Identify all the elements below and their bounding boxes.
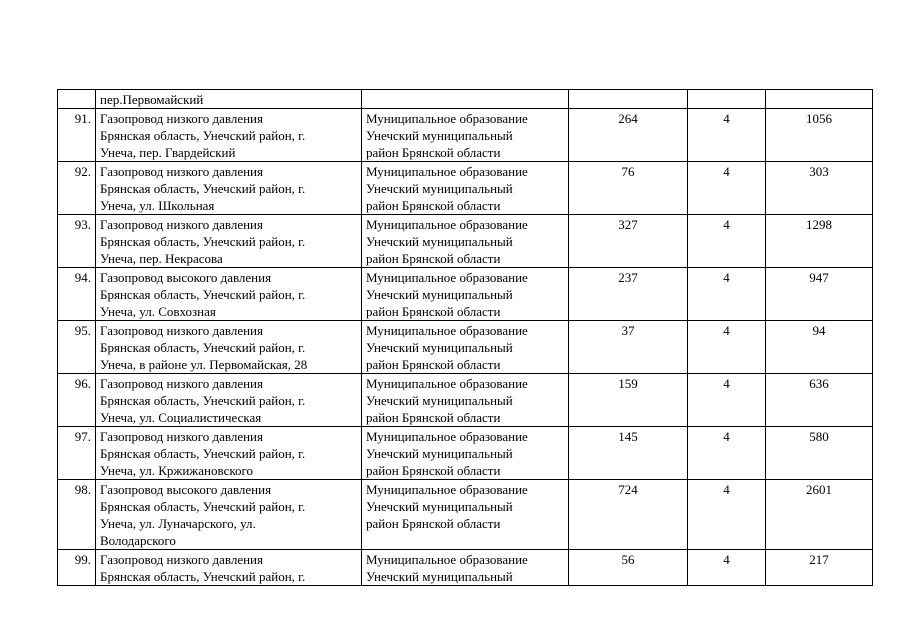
object-description-cell-line: Газопровод низкого давления xyxy=(100,429,263,444)
owner-cell-line: Унечский муниципальный xyxy=(366,128,513,143)
row-number-cell: 97. xyxy=(58,427,96,480)
diameter-cell xyxy=(688,90,766,109)
diameter-cell: 4 xyxy=(688,162,766,215)
owner-cell xyxy=(362,109,569,162)
diameter-cell: 4 xyxy=(688,480,766,550)
object-description-cell-line: Газопровод низкого давления xyxy=(100,376,263,391)
diameter-cell: 4 xyxy=(688,427,766,480)
object-description-cell-line: пер.Первомайский xyxy=(100,92,204,107)
length-cell: 237 xyxy=(569,268,688,321)
object-description-cell xyxy=(96,268,362,321)
row-number-cell: 91. xyxy=(58,109,96,162)
volume-cell: 636 xyxy=(766,374,873,427)
owner-cell-line: Муниципальное образование xyxy=(366,482,528,497)
length-cell: 145 xyxy=(569,427,688,480)
row-number-cell: 95. xyxy=(58,321,96,374)
owner-cell xyxy=(362,480,569,550)
owner-cell-line: район Брянской области xyxy=(366,516,501,531)
object-description-cell-line: Унеча, ул. Луначарского, ул. xyxy=(100,516,256,531)
object-description-cell xyxy=(96,109,362,162)
owner-cell-line: район Брянской области xyxy=(366,410,501,425)
owner-cell xyxy=(362,215,569,268)
volume-cell xyxy=(766,90,873,109)
row-number-cell: 93. xyxy=(58,215,96,268)
row-number-cell: 92. xyxy=(58,162,96,215)
object-description-cell-line: Унеча, ул. Совхозная xyxy=(100,304,216,319)
registry-table-body xyxy=(58,90,873,586)
object-description-cell xyxy=(96,427,362,480)
owner-cell-line: район Брянской области xyxy=(366,357,501,372)
length-cell: 76 xyxy=(569,162,688,215)
length-cell: 56 xyxy=(569,550,688,586)
table-row xyxy=(58,109,873,162)
table-row xyxy=(58,90,873,109)
owner-cell-line: Муниципальное образование xyxy=(366,552,528,567)
owner-cell-line: Унечский муниципальный xyxy=(366,340,513,355)
object-description-cell-line: Брянская область, Унечский район, г. xyxy=(100,287,306,302)
diameter-cell: 4 xyxy=(688,215,766,268)
owner-cell-line: Муниципальное образование xyxy=(366,376,528,391)
diameter-cell: 4 xyxy=(688,321,766,374)
object-description-cell-line: Брянская область, Унечский район, г. xyxy=(100,393,306,408)
object-description-cell-line: Брянская область, Унечский район, г. xyxy=(100,340,306,355)
owner-cell-line: Муниципальное образование xyxy=(366,429,528,444)
owner-cell-line: район Брянской области xyxy=(366,463,501,478)
object-description-cell-line: Унеча, пер. Гвардейский xyxy=(100,145,236,160)
object-description-cell-line: Брянская область, Унечский район, г. xyxy=(100,446,306,461)
volume-cell: 580 xyxy=(766,427,873,480)
object-description-cell-line: Унеча, ул. Социалистическая xyxy=(100,410,262,425)
owner-cell-line: Унечский муниципальный xyxy=(366,393,513,408)
owner-cell-line: район Брянской области xyxy=(366,145,501,160)
table-row xyxy=(58,480,873,550)
volume-cell: 217 xyxy=(766,550,873,586)
owner-cell-line: Унечский муниципальный xyxy=(366,499,513,514)
table-row xyxy=(58,427,873,480)
volume-cell: 303 xyxy=(766,162,873,215)
diameter-cell: 4 xyxy=(688,374,766,427)
object-description-cell xyxy=(96,374,362,427)
volume-cell: 947 xyxy=(766,268,873,321)
object-description-cell xyxy=(96,480,362,550)
owner-cell-line: Муниципальное образование xyxy=(366,323,528,338)
object-description-cell-line: Брянская область, Унечский район, г. xyxy=(100,569,306,584)
object-description-cell-line: Брянская область, Унечский район, г. xyxy=(100,234,306,249)
owner-cell-line: Муниципальное образование xyxy=(366,164,528,179)
table-row xyxy=(58,321,873,374)
object-description-cell xyxy=(96,321,362,374)
owner-cell-line: район Брянской области xyxy=(366,251,501,266)
owner-cell xyxy=(362,90,569,109)
row-number-cell: 96. xyxy=(58,374,96,427)
length-cell xyxy=(569,90,688,109)
object-description-cell-line: Унеча, ул. Кржижановского xyxy=(100,463,254,478)
length-cell: 327 xyxy=(569,215,688,268)
length-cell: 724 xyxy=(569,480,688,550)
diameter-cell: 4 xyxy=(688,550,766,586)
owner-cell-line: Муниципальное образование xyxy=(366,217,528,232)
object-description-cell xyxy=(96,215,362,268)
object-description-cell-line: Газопровод низкого давления xyxy=(100,164,263,179)
length-cell: 37 xyxy=(569,321,688,374)
object-description-cell-line: Унеча, пер. Некрасова xyxy=(100,251,223,266)
object-description-cell-line: Газопровод низкого давления xyxy=(100,217,263,232)
owner-cell-line: Унечский муниципальный xyxy=(366,569,513,584)
owner-cell-line: Унечский муниципальный xyxy=(366,181,513,196)
volume-cell: 94 xyxy=(766,321,873,374)
owner-cell-line: Унечский муниципальный xyxy=(366,234,513,249)
volume-cell: 2601 xyxy=(766,480,873,550)
table-row xyxy=(58,268,873,321)
owner-cell xyxy=(362,550,569,586)
length-cell: 264 xyxy=(569,109,688,162)
owner-cell xyxy=(362,162,569,215)
table-row xyxy=(58,550,873,586)
registry-table xyxy=(57,89,873,586)
object-description-cell-line: Володарского xyxy=(100,533,176,548)
owner-cell xyxy=(362,374,569,427)
volume-cell: 1056 xyxy=(766,109,873,162)
diameter-cell: 4 xyxy=(688,109,766,162)
owner-cell xyxy=(362,321,569,374)
row-number-cell: 98. xyxy=(58,480,96,550)
object-description-cell xyxy=(96,162,362,215)
row-number-cell: 99. xyxy=(58,550,96,586)
table-row xyxy=(58,215,873,268)
object-description-cell-line: Газопровод низкого давления xyxy=(100,111,263,126)
owner-cell-line: район Брянской области xyxy=(366,198,501,213)
object-description-cell-line: Брянская область, Унечский район, г. xyxy=(100,499,306,514)
owner-cell-line: Унечский муниципальный xyxy=(366,287,513,302)
object-description-cell-line: Газопровод низкого давления xyxy=(100,552,263,567)
object-description-cell xyxy=(96,90,362,109)
object-description-cell-line: Газопровод низкого давления xyxy=(100,323,263,338)
object-description-cell-line: Брянская область, Унечский район, г. xyxy=(100,128,306,143)
owner-cell-line: Муниципальное образование xyxy=(366,111,528,126)
owner-cell xyxy=(362,427,569,480)
volume-cell: 1298 xyxy=(766,215,873,268)
owner-cell-line: Муниципальное образование xyxy=(366,270,528,285)
object-description-cell-line: Унеча, в районе ул. Первомайская, 28 xyxy=(100,357,308,372)
owner-cell-line: район Брянской области xyxy=(366,304,501,319)
diameter-cell: 4 xyxy=(688,268,766,321)
owner-cell-line: Унечский муниципальный xyxy=(366,446,513,461)
row-number-cell xyxy=(58,90,96,109)
table-row xyxy=(58,162,873,215)
length-cell: 159 xyxy=(569,374,688,427)
owner-cell xyxy=(362,268,569,321)
object-description-cell-line: Брянская область, Унечский район, г. xyxy=(100,181,306,196)
row-number-cell: 94. xyxy=(58,268,96,321)
table-row xyxy=(58,374,873,427)
object-description-cell-line: Унеча, ул. Школьная xyxy=(100,198,215,213)
object-description-cell-line: Газопровод высокого давления xyxy=(100,482,272,497)
object-description-cell xyxy=(96,550,362,586)
object-description-cell-line: Газопровод высокого давления xyxy=(100,270,272,285)
